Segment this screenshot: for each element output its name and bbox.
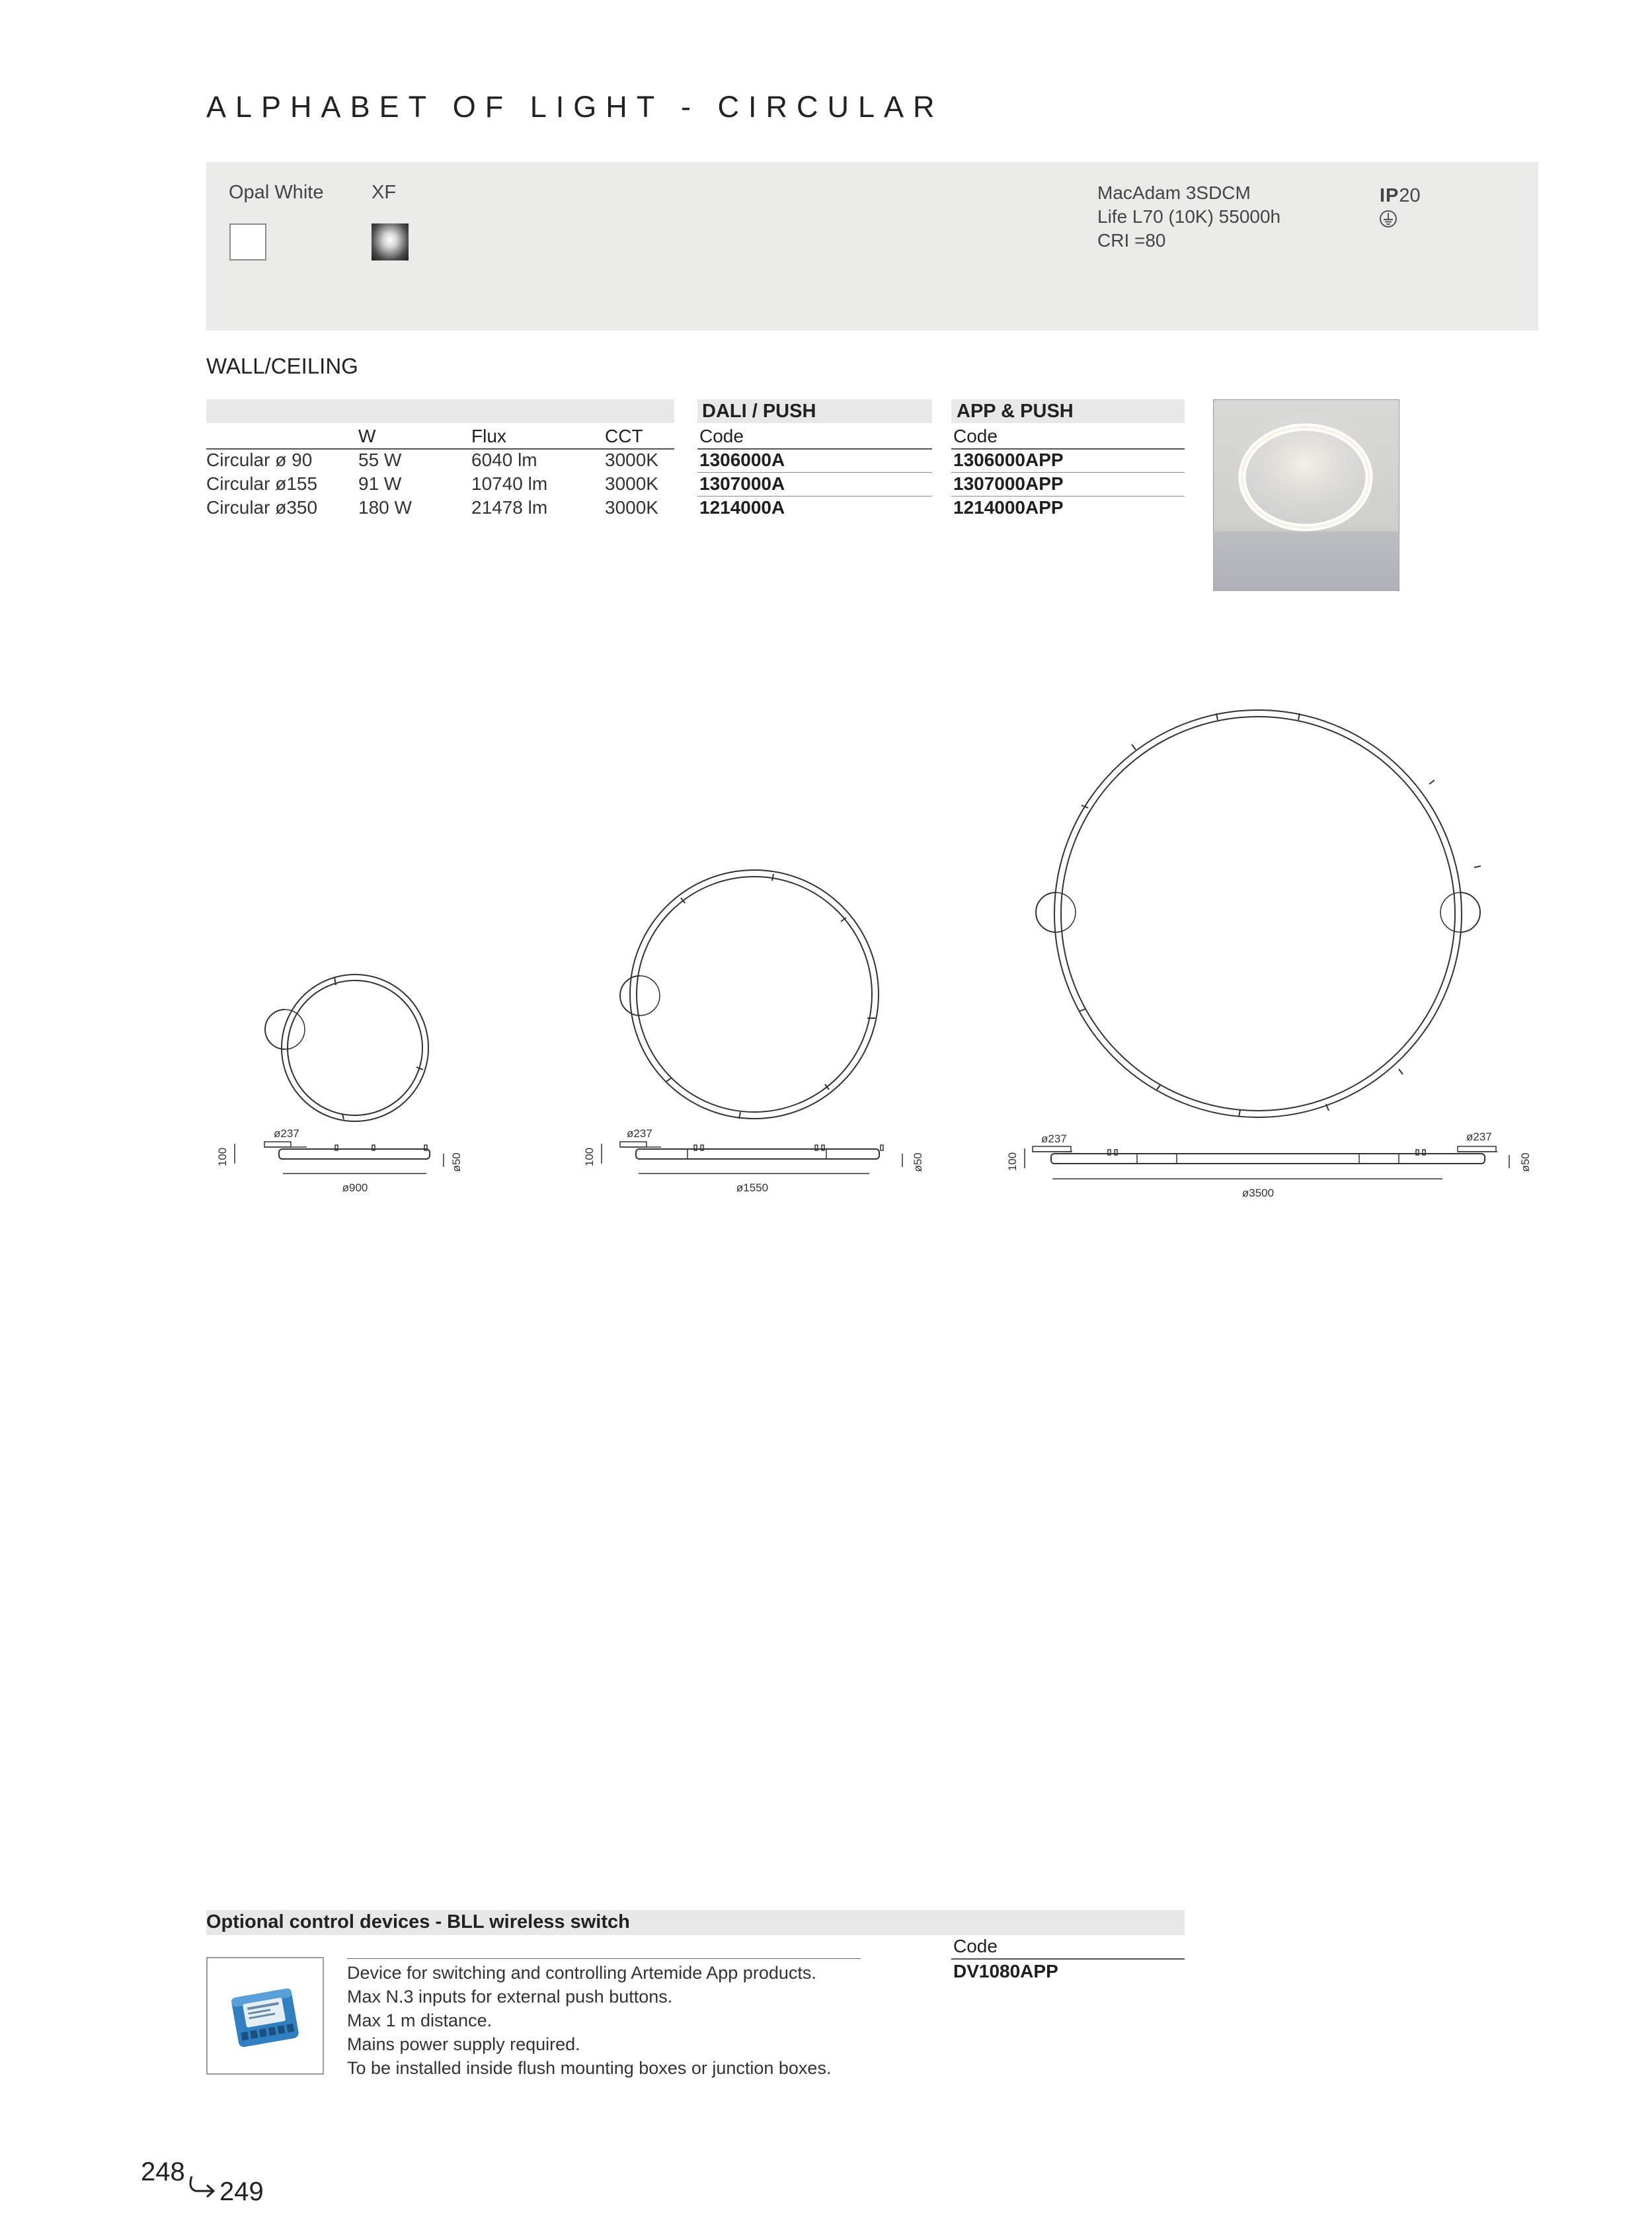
app-code-label: Code xyxy=(953,426,998,446)
dim-diameter-2: ø1550 xyxy=(736,1181,769,1194)
page-number-left: 248 xyxy=(141,2157,185,2186)
description-line: Max N.3 inputs for external push buttons. xyxy=(347,1987,673,2007)
ip-value: 20 xyxy=(1399,185,1421,206)
app-row-rule xyxy=(951,496,1185,497)
app-row-rule xyxy=(951,472,1185,473)
page-turn-arrow-icon xyxy=(186,2175,217,2198)
optional-title: Optional control devices - BLL wireless switch xyxy=(206,1911,630,1932)
row-cct: 3000K xyxy=(605,473,658,494)
product-photo xyxy=(1213,399,1399,591)
optional-code-rule xyxy=(951,1958,1185,1960)
ip-prefix: IP xyxy=(1380,185,1399,206)
description-line: Device for switching and controlling Artemide App products. xyxy=(347,1963,816,1983)
row-name: Circular ø155 xyxy=(206,473,318,494)
dali-title: DALI / PUSH xyxy=(702,401,816,422)
spec-line: MacAdam 3SDCM xyxy=(1097,182,1251,203)
app-code: 1214000APP xyxy=(953,497,1064,518)
drawing-circular-350 xyxy=(1025,710,1509,1179)
wireless-switch-device-icon xyxy=(208,1958,323,2073)
dali-code-label: Code xyxy=(699,426,744,446)
column-header-w: W xyxy=(358,426,376,446)
dim-height-3: 100 xyxy=(1006,1152,1019,1172)
dali-row-rule xyxy=(697,472,932,473)
row-cct: 3000K xyxy=(605,450,658,470)
dim-height-2: 100 xyxy=(583,1147,596,1167)
dim-mount-1: ø237 xyxy=(274,1127,299,1140)
spec-line: CRI =80 xyxy=(1097,230,1166,251)
row-name: Circular ø350 xyxy=(206,497,318,518)
description-rule xyxy=(347,1958,861,1959)
optional-code-label: Code xyxy=(953,1936,998,1956)
description-line: Max 1 m distance. xyxy=(347,2011,492,2030)
ip-rating xyxy=(1380,185,1421,207)
app-title: APP & PUSH xyxy=(957,401,1074,422)
dim-thickness-3: ø50 xyxy=(1519,1152,1532,1172)
spec-lines xyxy=(1097,181,1280,253)
dim-thickness-2: ø50 xyxy=(912,1152,924,1172)
row-name: Circular ø 90 xyxy=(206,450,313,470)
app-code: 1307000APP xyxy=(953,473,1064,494)
protection-class-icon xyxy=(1378,209,1398,229)
row-w: 180 W xyxy=(358,497,412,518)
drawing-circular-90 xyxy=(235,975,444,1174)
app-code: 1306000APP xyxy=(953,450,1064,470)
page-title: ALPHABET OF LIGHT - CIRCULAR xyxy=(206,90,944,124)
finish-label-opal-white: Opal White xyxy=(229,182,324,203)
dali-code: 1307000A xyxy=(699,473,785,494)
finish-label-xf: XF xyxy=(372,182,397,203)
dali-code: 1306000A xyxy=(699,450,785,470)
row-flux: 21478 lm xyxy=(471,497,548,518)
dim-height-1: 100 xyxy=(216,1147,229,1167)
device-image-box xyxy=(206,1957,324,2075)
opal-white-swatch xyxy=(229,223,266,260)
row-flux: 6040 lm xyxy=(471,450,537,470)
dim-diameter-1: ø900 xyxy=(342,1181,368,1194)
optional-code: DV1080APP xyxy=(953,1961,1058,1981)
row-cct: 3000K xyxy=(605,497,658,518)
page-number-right: 249 xyxy=(219,2177,264,2206)
dim-mount-3-right: ø237 xyxy=(1466,1131,1492,1143)
spec-line: Life L70 (10K) 55000h xyxy=(1097,206,1281,227)
dim-diameter-3: ø3500 xyxy=(1241,1187,1275,1199)
technical-drawings xyxy=(0,674,1652,1243)
row-w: 55 W xyxy=(358,450,402,470)
dim-mount-2: ø237 xyxy=(627,1127,652,1140)
table-header-band xyxy=(206,399,674,423)
description-line: Mains power supply required. xyxy=(347,2034,580,2054)
xf-swatch xyxy=(372,223,409,260)
column-header-cct: CCT xyxy=(605,426,643,446)
optional-description xyxy=(347,1961,831,2080)
dali-code: 1214000A xyxy=(699,497,785,518)
description-line: To be installed inside flush mounting boxes or junction boxes. xyxy=(347,2058,832,2078)
row-flux: 10740 lm xyxy=(471,473,548,494)
dim-thickness-1: ø50 xyxy=(450,1152,463,1172)
section-title: WALL/CEILING xyxy=(206,354,358,378)
row-w: 91 W xyxy=(358,473,402,494)
dim-mount-3-left: ø237 xyxy=(1041,1133,1067,1145)
dali-row-rule xyxy=(697,496,932,497)
column-header-flux: Flux xyxy=(471,426,506,446)
